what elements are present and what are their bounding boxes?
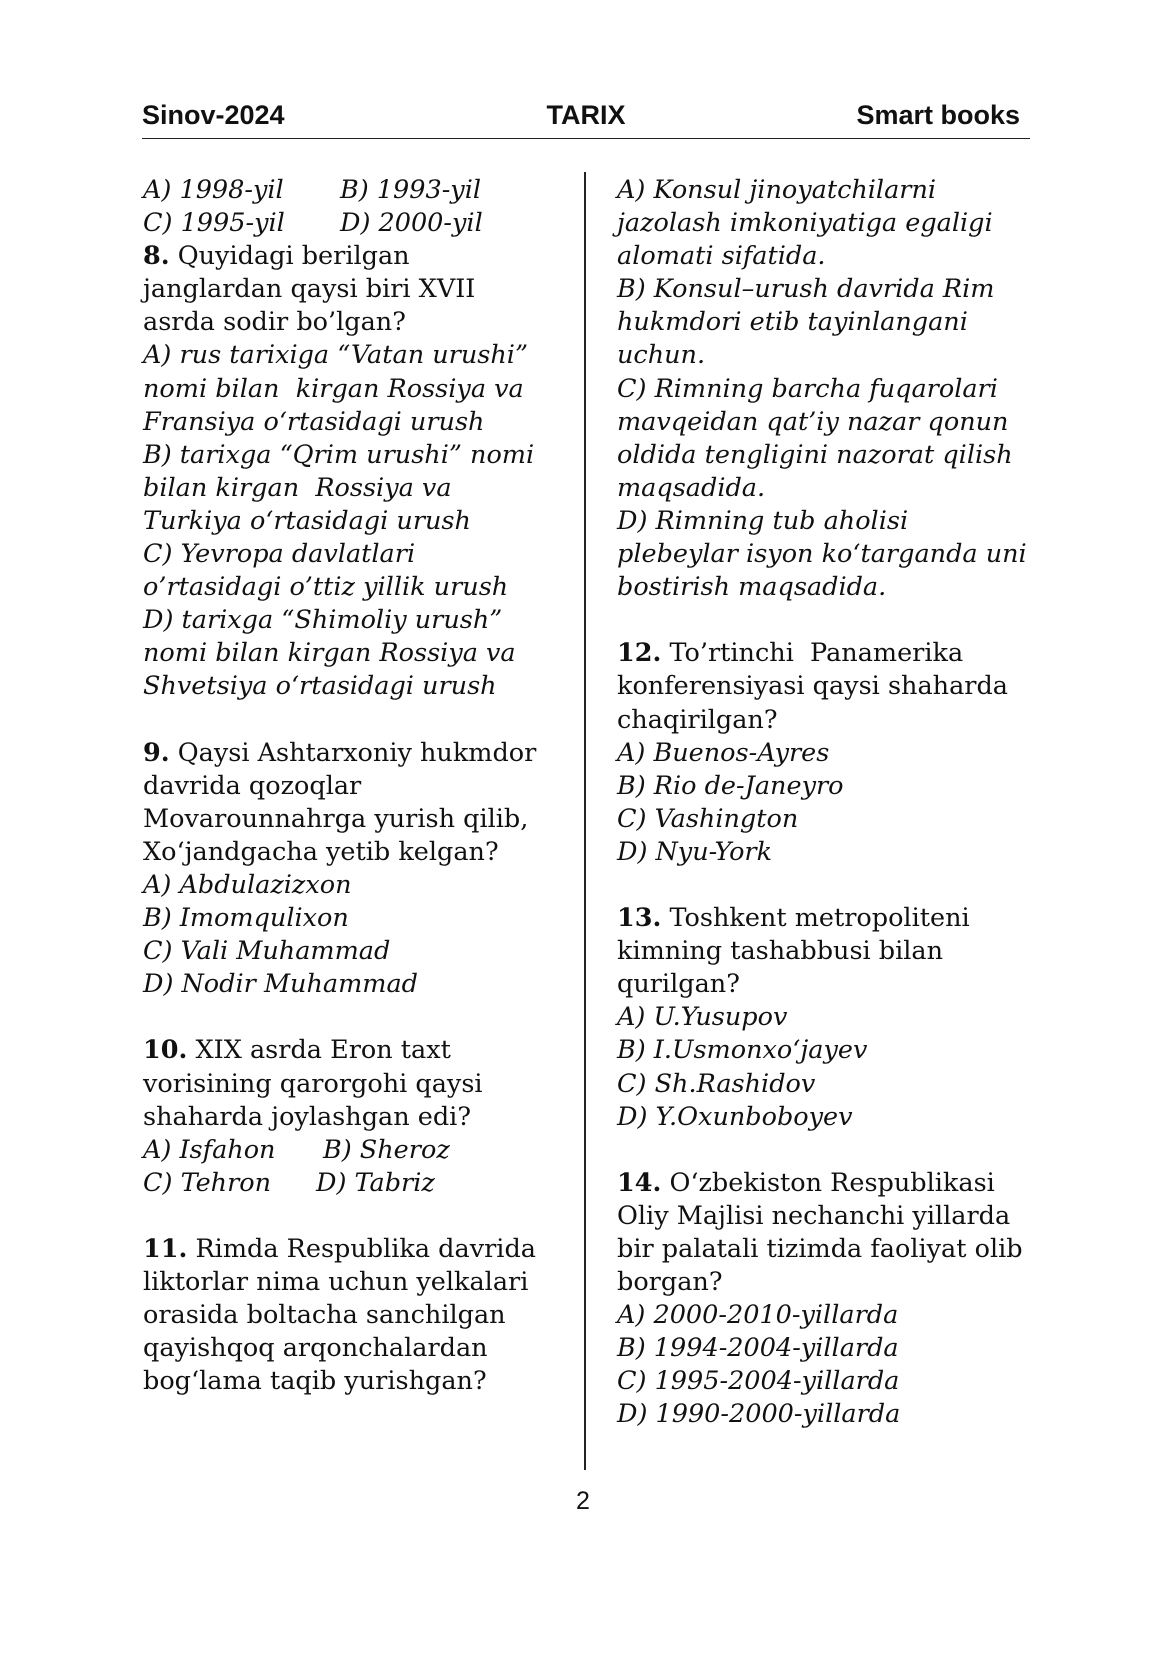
answer-line: mavqeidan qat’iy nazar qonun <box>617 406 1009 437</box>
question-text: qayishqoq arqonchalardan <box>143 1333 488 1364</box>
question-number: 10. <box>143 1035 188 1066</box>
question-text: To’rtinchi Panamerika <box>661 638 964 669</box>
answer-line: o’rtasidagi o’ttiz yillik urush <box>143 572 509 603</box>
answer-c: C) 1995-2004-yillarda <box>617 1366 900 1397</box>
question-text: asrda sodir bo’lgan? <box>143 307 406 338</box>
question-text: Rimda Respublika davrida <box>187 1234 536 1264</box>
answer-a: A) 2000-2010-yillarda <box>617 1300 899 1331</box>
answer-line: nomi bilan kirgan Rossiya va <box>143 638 516 669</box>
answer-c: C) Tehron <box>143 1167 272 1198</box>
question-text: Quyidagi berilgan <box>169 241 410 272</box>
q7-answer-row-1 <box>143 174 563 207</box>
answer-b: B) Sheroz <box>323 1134 450 1165</box>
header-exam-title: Sinov-2024 <box>142 100 285 130</box>
answer-line: Shvetsiya oʻrtasidagi urush <box>143 671 497 702</box>
question-11-answers <box>617 174 1037 604</box>
answer-line: nomi bilan kirgan Rossiya va <box>143 373 524 404</box>
answer-line: Fransiya oʻrtasidagi urush <box>143 406 485 437</box>
question-text: XIX asrda Eron taxt <box>187 1035 451 1066</box>
answer-c: C) 1995-yil <box>143 208 285 239</box>
question-text: chaqirilgan? <box>617 704 778 735</box>
question-text: konferensiyasi qaysi shaharda <box>617 671 1008 702</box>
question-text: qurilgan? <box>617 969 740 1000</box>
answer-line: D) Rimning tub aholisi <box>617 505 909 536</box>
answer-a: A) Buenos-Ayres <box>617 737 830 768</box>
question-text: Toshkent metropoliteni <box>661 903 970 934</box>
q10-answer-row-2 <box>143 1167 563 1200</box>
answer-line: uchun. <box>617 340 706 371</box>
answer-line: B) Konsul–urush davrida Rim <box>617 274 995 305</box>
question-text: borgan? <box>617 1267 723 1298</box>
question-text: janglardan qaysi biri XVII <box>143 274 476 305</box>
question-text: Xoʻjandgacha yetib kelgan? <box>143 836 499 867</box>
question-number: 9. <box>143 737 170 768</box>
question-text: davrida qozoqlar <box>143 770 362 801</box>
answer-b: B) Rio de-Janeyro <box>617 770 844 801</box>
answer-a: A) 1998-yil <box>143 175 284 205</box>
answer-line: bostirish maqsadida. <box>617 572 887 603</box>
answer-line: alomati sifatida. <box>617 241 826 272</box>
answer-line: bilan kirgan Rossiya va <box>143 472 452 503</box>
question-text: bir palatali tizimda faoliyat olib <box>617 1234 1023 1264</box>
answer-b: B) 1994-2004-yillarda <box>617 1333 899 1364</box>
answer-a: A) Abdulazizxon <box>143 869 352 900</box>
column-divider <box>584 172 586 1470</box>
question-number: 11. <box>143 1234 188 1264</box>
answer-line: D) tarixga “Shimoliy urush” <box>143 605 503 636</box>
page-number: 2 <box>576 1487 590 1515</box>
question-12 <box>617 637 1037 869</box>
answer-b: B) 1993-yil <box>340 175 482 205</box>
question-13 <box>617 902 1037 1134</box>
page-header <box>142 96 1030 139</box>
question-text: Oliy Majlisi nechanchi yillarda <box>617 1200 1011 1231</box>
question-text: vorisining qarorgohi qaysi <box>143 1068 483 1099</box>
answer-line: Turkiya oʻrtasidagi urush <box>143 505 471 536</box>
answer-d: D) 2000-yil <box>340 208 483 239</box>
answer-line: A) rus tarixiga “Vatan urushi” <box>143 340 528 371</box>
answer-d: D) Nyu-York <box>617 836 773 867</box>
answer-line: oldida tengligini nazorat qilish <box>617 439 1013 470</box>
q10-answer-row-1 <box>143 1134 563 1167</box>
answer-b: B) Imomqulixon <box>143 903 349 934</box>
question-10 <box>143 1034 563 1199</box>
right-column <box>617 174 1037 1432</box>
answer-b: B) I.Usmonxoʻjayev <box>617 1035 868 1066</box>
answer-line: B) tarixga “Qrim urushi” nomi <box>143 439 535 470</box>
question-number: 13. <box>617 903 662 934</box>
question-number: 14. <box>617 1167 662 1198</box>
header-subject: TARIX <box>546 100 626 130</box>
question-number: 8. <box>143 241 170 272</box>
left-column <box>143 174 563 1398</box>
q7-answer-row-2 <box>143 207 563 240</box>
answer-a: A) U.Yusupov <box>617 1002 788 1033</box>
question-text: kimning tashabbusi bilan <box>617 936 944 967</box>
answer-d: D) Y.Oxunboboyev <box>617 1101 853 1132</box>
answer-line: hukmdori etib tayinlangani <box>617 307 968 338</box>
answer-c: C) Vashington <box>617 803 799 834</box>
answer-d: D) Tabriz <box>316 1167 435 1198</box>
answer-line: maqsadida. <box>617 472 766 503</box>
question-text: bogʻlama taqib yurishgan? <box>143 1366 487 1397</box>
answer-line: C) Yevropa davlatlari <box>143 539 416 570</box>
question-text: Oʻzbekiston Respublikasi <box>661 1167 995 1198</box>
header-publisher: Smart books <box>856 100 1020 130</box>
question-9 <box>143 737 563 1002</box>
question-8 <box>143 240 563 703</box>
question-11 <box>143 1233 563 1398</box>
question-text: shaharda joylashgan edi? <box>143 1101 471 1132</box>
answer-line: C) Rimning barcha fuqarolari <box>617 373 998 404</box>
answer-c: C) Vali Muhammad <box>143 936 391 967</box>
answer-d: D) Nodir Muhammad <box>143 969 418 1000</box>
question-text: orasida boltacha sanchilgan <box>143 1300 506 1331</box>
answer-line: plebeylar isyon koʻtarganda uni <box>617 539 1027 570</box>
answer-d: D) 1990-2000-yillarda <box>617 1399 901 1430</box>
answer-line: jazolash imkoniyatiga egaligi <box>617 208 993 239</box>
question-14 <box>617 1167 1037 1432</box>
answer-c: C) Sh.Rashidov <box>617 1068 816 1099</box>
question-text: Qaysi Ashtarxoniy hukmdor <box>169 737 537 768</box>
question-number: 12. <box>617 638 662 669</box>
question-text: liktorlar nima uchun yelkalari <box>143 1267 529 1298</box>
answer-a: A) Isfahon <box>143 1134 276 1165</box>
answer-line: A) Konsul jinoyatchilarni <box>617 175 937 205</box>
question-text: Movarounnahrga yurish qilib, <box>143 803 529 834</box>
